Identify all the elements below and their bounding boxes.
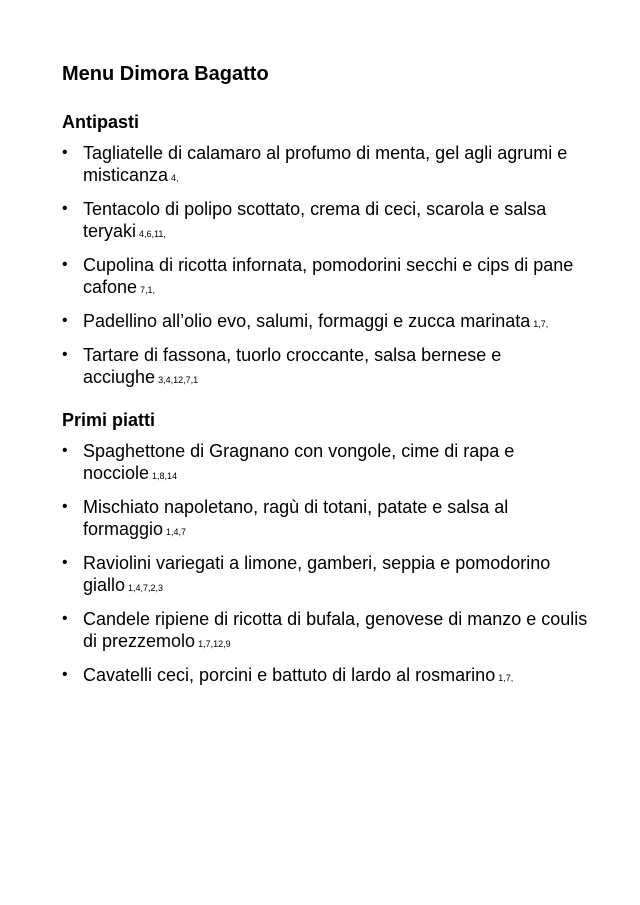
bullet-icon: • (62, 312, 68, 329)
dish-name: Spaghettone di Gragnano con vongole, cime di rapa e nocciole (83, 441, 515, 483)
allergen-codes: 4,6,11, (139, 229, 166, 239)
dish-item (62, 608, 602, 652)
dish-name: Padellino all’olio evo, salumi, formaggi e zucca marinata (83, 311, 531, 331)
bullet-icon: • (62, 554, 68, 571)
allergen-codes: 4, (171, 173, 179, 183)
dish-item (62, 496, 602, 540)
dish-item (62, 440, 602, 484)
dish-item (62, 310, 602, 332)
allergen-codes: 1,7,12,9 (198, 639, 231, 649)
dish-name: Candele ripiene di ricotta di bufala, genovese di manzo e coulis di prezzemolo (83, 609, 588, 651)
bullet-icon: • (62, 346, 68, 363)
bullet-icon: • (62, 610, 68, 627)
menu-title: Menu Dimora Bagatto (62, 63, 269, 85)
allergen-codes: 1,4,7 (166, 527, 187, 537)
section-primi-piatti (62, 408, 602, 686)
bullet-icon: • (62, 144, 68, 161)
dish-item (62, 344, 602, 388)
dish-list (62, 440, 602, 686)
dish-item (62, 664, 602, 686)
section-heading: Antipasti (62, 112, 140, 132)
dish-item (62, 142, 602, 186)
bullet-icon: • (62, 442, 68, 459)
dish-name: Tagliatelle di calamaro al profumo di menta, gel agli agrumi e misticanza (83, 143, 568, 185)
dish-item (62, 254, 602, 298)
dish-name: Raviolini variegati a limone, gamberi, seppia e pomodorino giallo (83, 553, 551, 595)
allergen-codes: 3,4,12,7,1 (158, 375, 199, 385)
dish-item (62, 552, 602, 596)
dish-name: Cavatelli ceci, porcini e battuto di lardo al rosmarino (83, 665, 496, 685)
dish-name: Tentacolo di polipo scottato, crema di ceci, scarola e salsa teryaki (83, 199, 547, 241)
bullet-icon: • (62, 498, 68, 515)
dish-name: Cupolina di ricotta infornata, pomodorini secchi e cips di pane cafone (83, 255, 574, 297)
menu-document (62, 60, 602, 698)
section-heading: Primi piatti (62, 410, 156, 430)
dish-name: Tartare di fassona, tuorlo croccante, salsa bernese e acciughe (83, 345, 502, 387)
allergen-codes: 1,4,7,2,3 (128, 583, 164, 593)
bullet-icon: • (62, 666, 68, 683)
allergen-codes: 1,8,14 (152, 471, 178, 481)
dish-list (62, 142, 602, 388)
section-antipasti (62, 110, 602, 388)
allergen-codes: 1,7, (533, 319, 549, 329)
bullet-icon: • (62, 200, 68, 217)
dish-name: Mischiato napoletano, ragù di totani, patate e salsa al formaggio (83, 497, 509, 539)
dish-item (62, 198, 602, 242)
allergen-codes: 7,1, (140, 285, 156, 295)
bullet-icon: • (62, 256, 68, 273)
allergen-codes: 1,7, (498, 673, 514, 683)
